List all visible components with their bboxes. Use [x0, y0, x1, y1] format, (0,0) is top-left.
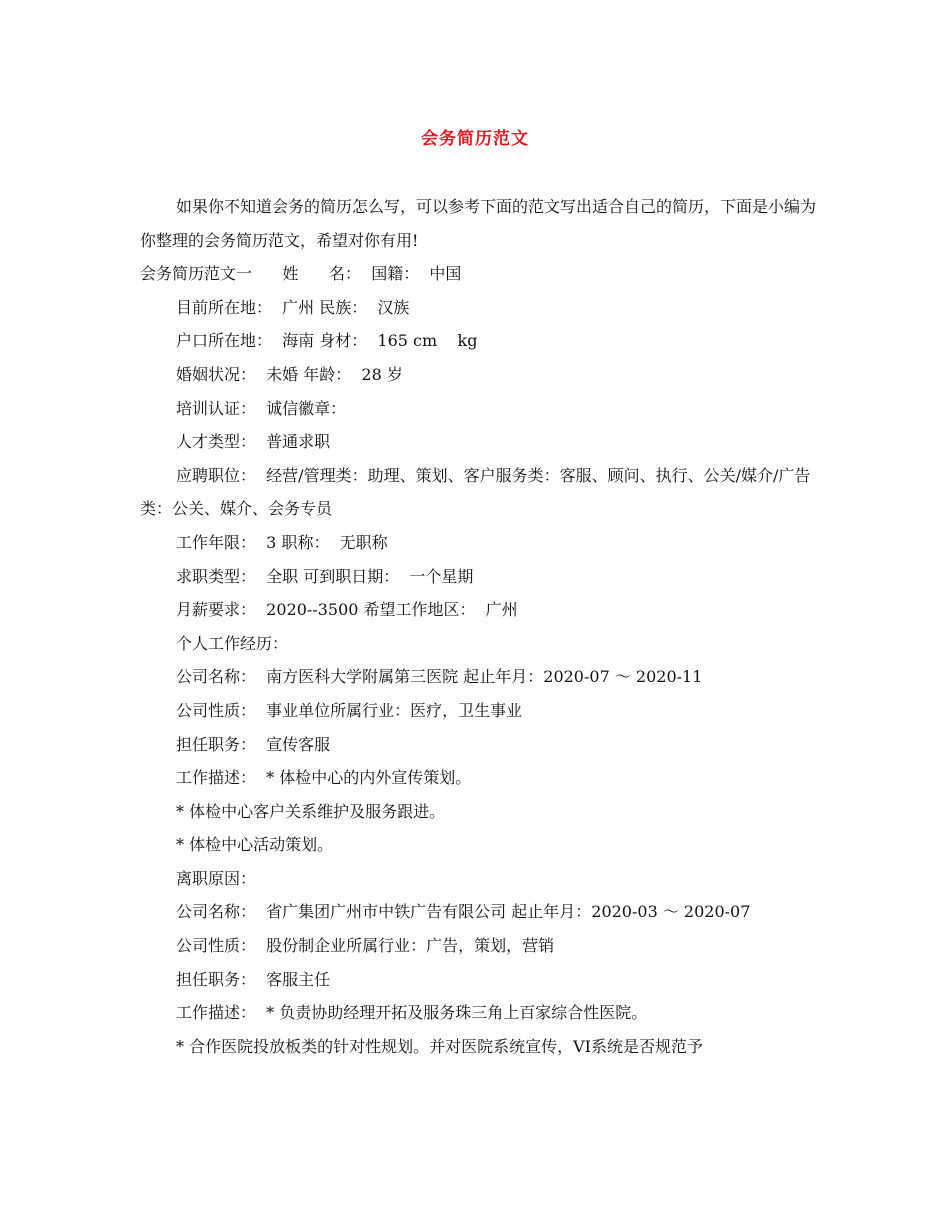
- paragraph: 公司名称： 省广集团广州市中铁广告有限公司 起止年月：2020-03 ～ 2020-07: [176, 902, 751, 922]
- paragraph: 户口所在地： 海南 身材： 165 cm kg: [176, 331, 478, 351]
- paragraph: * 体检中心客户关系维护及服务跟进。: [176, 801, 446, 821]
- paragraph: 人才类型： 普通求职: [176, 432, 331, 452]
- paragraph: * 合作医院投放板类的针对性规划。并对医院系统宣传，VI系统是否规范予: [176, 1036, 703, 1056]
- paragraph: 离职原因：: [176, 868, 257, 888]
- document-body: [140, 190, 820, 1063]
- paragraph: 婚姻状况： 未婚 年龄： 28 岁: [176, 364, 403, 384]
- paragraph: 公司性质： 事业单位所属行业：医疗，卫生事业: [176, 700, 523, 720]
- paragraph: 公司性质： 股份制企业所属行业：广告，策划，营销: [176, 936, 555, 956]
- paragraph: 工作年限： 3 职称： 无职称: [176, 532, 388, 552]
- paragraph: * 体检中心活动策划。: [176, 835, 334, 855]
- paragraph: 工作描述： * 体检中心的内外宣传策划。: [176, 768, 472, 788]
- paragraph: 担任职务： 宣传客服: [176, 734, 331, 754]
- document-title: 会务简历范文: [421, 129, 529, 149]
- paragraph: 培训认证： 诚信徽章：: [176, 398, 347, 418]
- paragraph: 担任职务： 客服主任: [176, 969, 331, 989]
- paragraph: 如果你不知道会务的简历怎么写，可以参考下面的范文写出适合自己的简历，下面是小编为你整理的会务简历范文，希望对你有用!: [140, 197, 817, 250]
- paragraph: 求职类型： 全职 可到职日期： 一个星期: [176, 566, 474, 586]
- paragraph: 月薪要求： 2020--3500 希望工作地区： 广州: [176, 600, 518, 620]
- paragraph: 公司名称： 南方医科大学附属第三医院 起止年月：2020-07 ～ 2020-11: [176, 667, 703, 687]
- paragraph: 会务简历范文一 姓 名： 国籍： 中国: [140, 264, 462, 284]
- paragraph: 目前所在地： 广州 民族： 汉族: [176, 297, 410, 317]
- paragraph: 个人工作经历：: [176, 633, 289, 653]
- paragraph: 应聘职位： 经营/管理类：助理、策划、客户服务类：客服、顾问、执行、公关/媒介/广告类：公关、媒介、会务专员: [140, 465, 811, 519]
- paragraph: 工作描述： * 负责协助经理开拓及服务珠三角上百家综合性医院。: [176, 1003, 648, 1023]
